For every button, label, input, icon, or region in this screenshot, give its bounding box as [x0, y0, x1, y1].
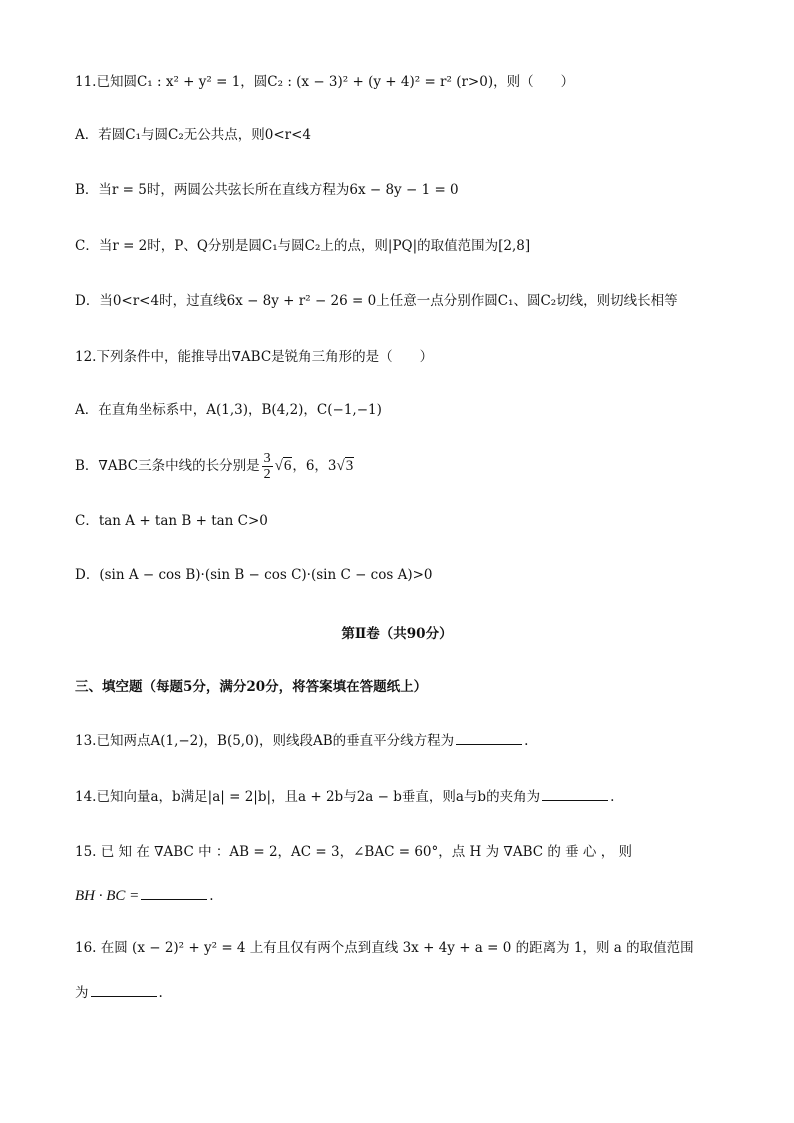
q11-option-b: B．当r = 5时，两圆公共弦长所在直线方程为6x − 8y − 1 = 0: [75, 182, 459, 198]
q11-option-d: D．当0<r<4时，过直线6x − 8y + r² − 26 = 0上任意一点分别作圆C₁、圆C₂切线，则切线长相等: [75, 293, 678, 309]
q16-line2-text: 为: [75, 985, 89, 1001]
q16-line2: [75, 982, 754, 1003]
fraction-denominator: 2: [263, 467, 271, 482]
fraction-numerator: 3: [263, 451, 271, 466]
answer-blank: [91, 982, 157, 997]
q15-line1: 15. 已 知 在 ∇ABC 中 ：AB = 2，AC = 3，∠BAC = 60°，点 H 为 ∇ABC 的 垂 心 ， 则: [75, 844, 633, 860]
sqrt-radicand: 6: [283, 458, 292, 474]
q11-stem: 11.已知圆C₁ : x² + y² = 1，圆C₂ : (x − 3)² + (y + 4)² = r² (r>0)，则（ ）: [75, 74, 575, 90]
sqrt: √6: [274, 458, 292, 474]
q12-option-c: C．tan A + tan B + tan C>0: [75, 513, 268, 529]
q16-line1: 16. 在圆 (x − 2)² + y² = 4 上有且仅有两个点到直线 3x + 4y + a = 0 的距离为 1，则 a 的取值范围: [75, 940, 694, 956]
answer-blank: [542, 786, 608, 801]
section3-title: 三、填空题（每题5分，满分20分，将答案填在答题纸上）: [75, 679, 428, 695]
q13-end: .: [524, 733, 529, 749]
q12-option-a: A．在直角坐标系中，A(1,3)，B(4,2)，C(−1,−1): [75, 402, 382, 418]
answer-blank: [141, 885, 207, 900]
q13-text: 13.已知两点A(1,−2)，B(5,0)，则线段AB的垂直平分线方程为: [75, 733, 455, 749]
part2-title: 第Ⅱ卷（共90分）: [341, 626, 453, 642]
q15-line2: [75, 885, 754, 906]
q16-end: .: [158, 985, 163, 1001]
sqrt-radicand: 3: [345, 458, 354, 474]
q14-text: 14.已知向量a，b满足|a| = 2|b|，且a + 2b与2a − b垂直，则a与b的夹角为: [75, 789, 541, 805]
q12-option-b: [75, 450, 754, 482]
q12-b-prefix: B．∇ABC三条中线的长分别是: [75, 458, 260, 474]
q12-b-mid: ，6，3: [292, 458, 337, 474]
q11-option-c: C．当r = 2时，P、Q分别是圆C₁与圆C₂上的点，则|PQ|的取值范围为[2,8]: [75, 238, 531, 254]
sqrt: √3: [336, 458, 354, 474]
q12-stem: 12.下列条件中，能推导出∇ABC是锐角三角形的是（ ）: [75, 349, 434, 365]
q15-end: .: [209, 888, 214, 904]
fraction: [262, 451, 273, 482]
q11-option-a: A．若圆C₁与圆C₂无公共点，则0<r<4: [75, 127, 311, 143]
q14-end: .: [610, 789, 615, 805]
q12-option-d: D．(sin A − cos B)·(sin B − cos C)·(sin C − cos A)>0: [75, 567, 433, 583]
q14: [75, 786, 754, 807]
answer-blank: [456, 730, 522, 745]
q15-vector-expr: BH · BC =: [75, 888, 140, 904]
q13: [75, 730, 754, 751]
